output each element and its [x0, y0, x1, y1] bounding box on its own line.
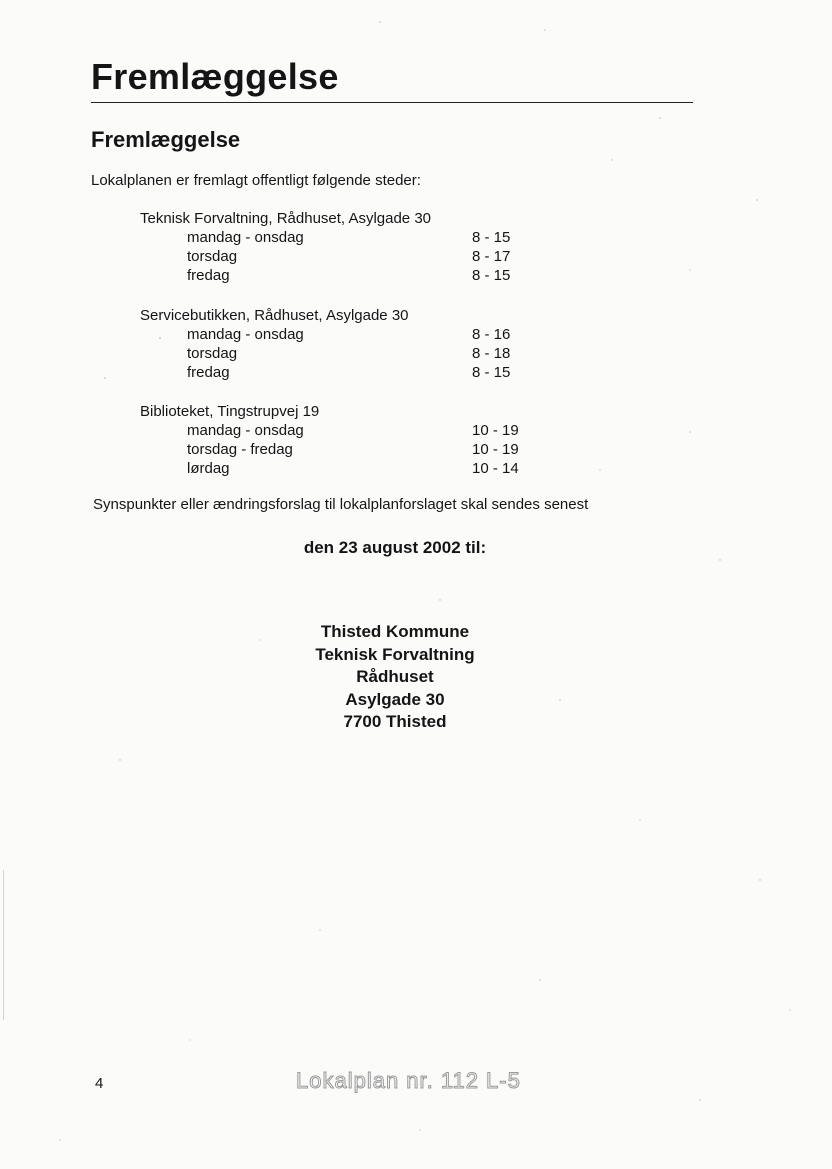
hours-day: torsdag [187, 345, 238, 362]
address-line: Teknisk Forvaltning [315, 644, 475, 664]
hours-day: mandag - onsdag [187, 422, 304, 439]
hours-day: mandag - onsdag [187, 326, 304, 343]
hours-row [140, 344, 560, 363]
location-name: Servicebutikken, Rådhuset, Asylgade 30 [140, 307, 409, 324]
page-title: Fremlæggelse [91, 56, 339, 97]
hours-time: 8 - 15 [472, 229, 511, 246]
address-line: Asylgade 30 [345, 689, 445, 709]
address-line: 7700 Thisted [343, 712, 447, 731]
address-block [0, 621, 790, 734]
hours-time: 10 - 14 [472, 460, 519, 477]
hours-time: 8 - 15 [472, 267, 511, 284]
scan-edge-line [3, 870, 4, 1020]
location-block [140, 306, 560, 382]
location-name: Teknisk Forvaltning, Rådhuset, Asylgade 30 [140, 210, 431, 227]
hours-time: 8 - 15 [472, 364, 511, 381]
hours-day: mandag - onsdag [187, 229, 304, 246]
hours-time: 10 - 19 [472, 422, 519, 439]
title-rule [91, 102, 693, 103]
hours-row [140, 363, 560, 382]
section-title: Fremlæggelse [91, 127, 241, 152]
hours-row [140, 325, 560, 344]
hours-time: 10 - 19 [472, 441, 519, 458]
hours-time: 8 - 17 [472, 248, 511, 265]
footer-title: Lokalplan nr. 112 L-5 [296, 1068, 521, 1093]
deadline-date: den 23 august 2002 til: [303, 538, 487, 557]
location-name: Biblioteket, Tingstrupvej 19 [140, 403, 320, 420]
hours-row [140, 266, 560, 285]
page-number: 4 [95, 1075, 104, 1092]
hours-day: fredag [187, 364, 230, 381]
hours-row [140, 421, 560, 440]
hours-day: lørdag [187, 460, 230, 477]
hours-day: fredag [187, 267, 230, 284]
hours-row [140, 459, 560, 478]
location-block [140, 402, 560, 478]
address-line: Thisted Kommune [320, 622, 470, 641]
hours-time: 8 - 18 [472, 345, 511, 362]
hours-row [140, 247, 560, 266]
hours-row [140, 228, 560, 247]
hours-time: 8 - 16 [472, 326, 511, 343]
hours-day: torsdag [187, 248, 238, 265]
hours-row [140, 440, 560, 459]
hours-day: torsdag - fredag [187, 441, 293, 458]
deadline-text: Synspunkter eller ændringsforslag til lokalplanforslaget skal sendes senest [93, 496, 589, 513]
address-line: Rådhuset [356, 667, 434, 686]
intro-text: Lokalplanen er fremlagt offentligt følgende steder: [91, 172, 421, 189]
location-block [140, 209, 560, 285]
